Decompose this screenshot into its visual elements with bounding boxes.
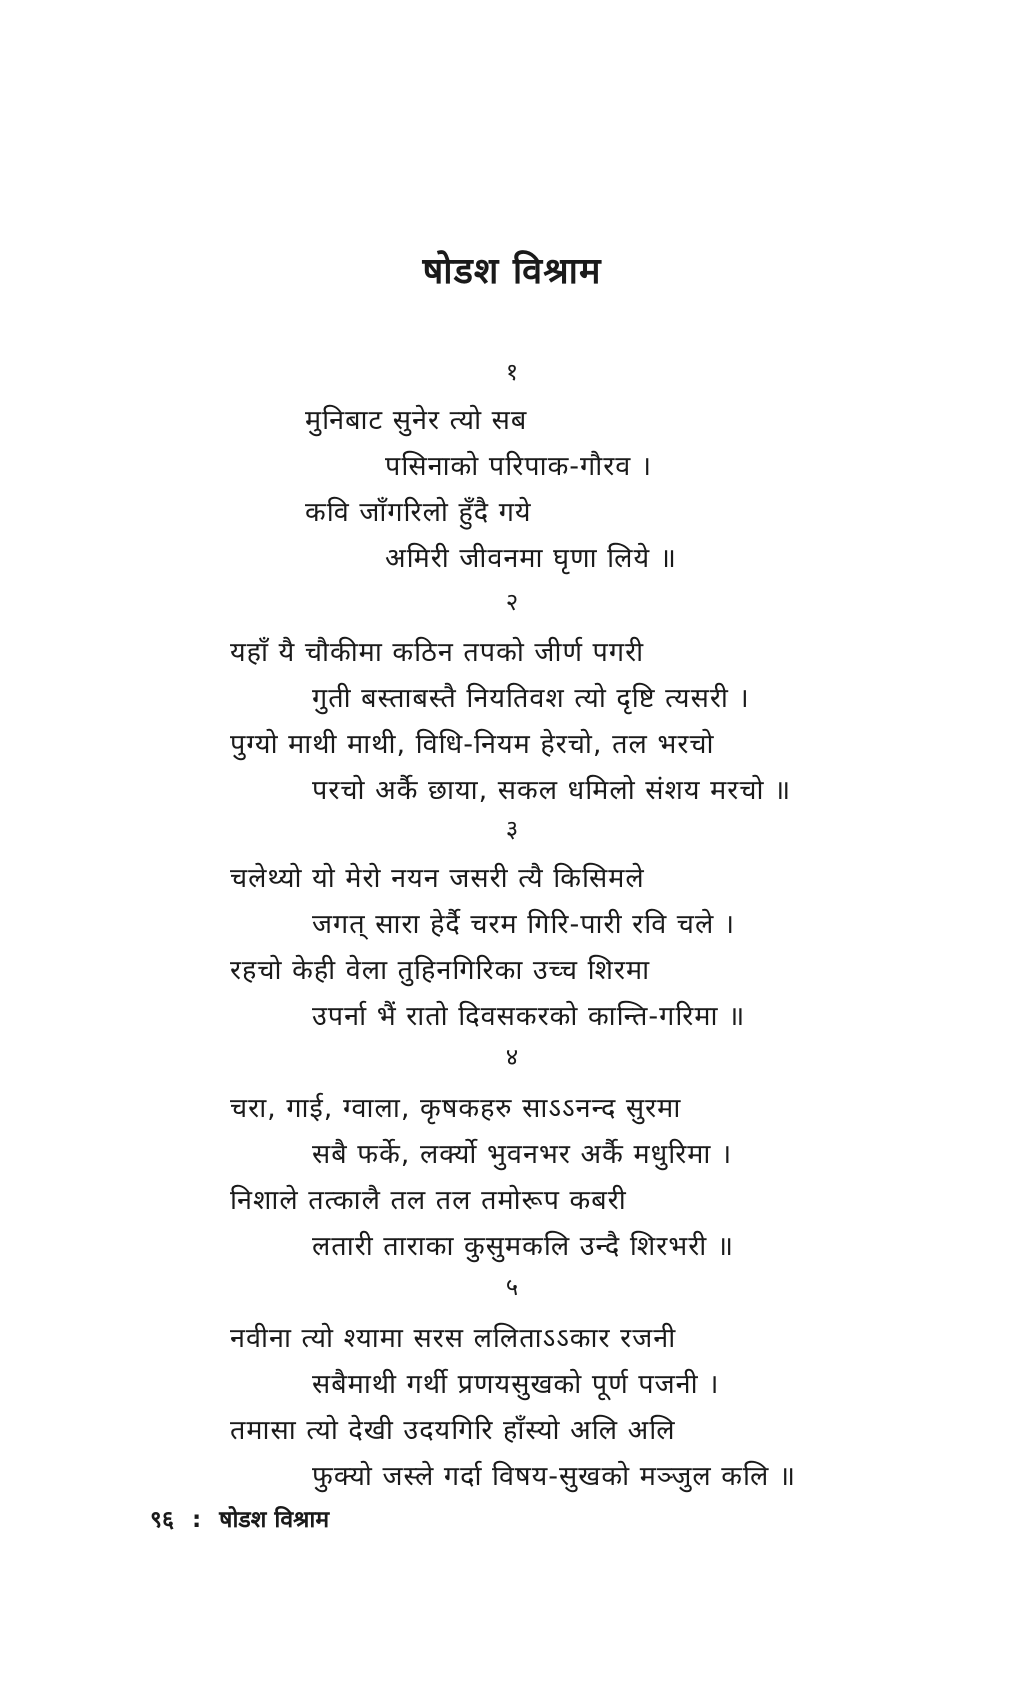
page-footer xyxy=(150,1502,329,1534)
stanza-4-line-2: सबै फर्के, लर्क्यो भुवनभर अर्कै मधुरिमा । xyxy=(312,1139,733,1170)
stanza-4-line-1: चरा, गाई, ग्वाला, कृषकहरु साऽऽनन्द सुरमा xyxy=(230,1093,682,1124)
stanza-3-line-1: चलेथ्यो यो मेरो नयन जसरी त्यै किसिमले xyxy=(230,863,645,894)
footer-separator: : xyxy=(191,1507,202,1533)
stanza-5-line-4: फुक्यो जस्ले गर्दा विषय-सुखको मञ्जुल कलि ॥ xyxy=(312,1461,797,1492)
stanza-3-line-3: रहचो केही वेला तुहिनगिरिका उच्च शिरमा xyxy=(230,955,651,986)
stanza-3-line-2: जगत् सारा हेर्दै चरम गिरि-पारी रवि चले । xyxy=(312,909,736,940)
stanza-number-4: ४ xyxy=(505,1043,519,1071)
stanza-1-line-4: अमिरी जीवनमा घृणा लिये ॥ xyxy=(385,543,677,574)
stanza-number-3: ३ xyxy=(505,815,519,843)
page-number: ९६ xyxy=(150,1507,174,1533)
stanza-4-line-4: लतारी ताराका कुसुमकलि उन्दै शिरभरी ॥ xyxy=(312,1231,735,1262)
running-title: षोडश विश्राम xyxy=(219,1507,330,1533)
stanza-5-line-1: नवीना त्यो श्यामा सरस ललिताऽऽकार रजनी xyxy=(230,1323,677,1354)
stanza-3-line-4: उपर्ना भैं रातो दिवसकरको कान्ति-गरिमा ॥ xyxy=(312,1001,746,1032)
stanza-1-line-1: मुनिबाट सुनेर त्यो सब xyxy=(305,405,528,436)
stanza-number-2: २ xyxy=(505,588,519,616)
stanza-5-line-3: तमासा त्यो देखी उदयगिरि हाँस्यो अलि अलि xyxy=(230,1415,676,1446)
stanza-2-line-4: परचो अर्कै छाया, सकल धमिलो संशय मरचो ॥ xyxy=(312,775,792,806)
stanza-2-line-1: यहाँ यै चौकीमा कठिन तपको जीर्ण पगरी xyxy=(230,637,645,668)
stanza-4-line-3: निशाले तत्कालै तल तल तमोरूप कबरी xyxy=(230,1185,627,1216)
stanza-number-1: १ xyxy=(505,358,519,386)
stanza-2-line-2: गुती बस्ताबस्तै नियतिवश त्यो दृष्टि त्यसरी । xyxy=(312,683,750,714)
chapter-title: षोडश विश्राम xyxy=(422,251,602,292)
stanza-number-5: ५ xyxy=(505,1273,519,1301)
stanza-1-line-2: पसिनाको परिपाक-गौरव । xyxy=(385,451,653,482)
stanza-2-line-3: पुग्यो माथी माथी, विधि-नियम हेरचो, तल भरचो xyxy=(230,729,715,760)
stanza-1-line-3: कवि जाँगरिलो हुँदै गये xyxy=(305,497,532,528)
stanza-5-line-2: सबैमाथी गर्थी प्रणयसुखको पूर्ण पजनी । xyxy=(312,1369,720,1400)
